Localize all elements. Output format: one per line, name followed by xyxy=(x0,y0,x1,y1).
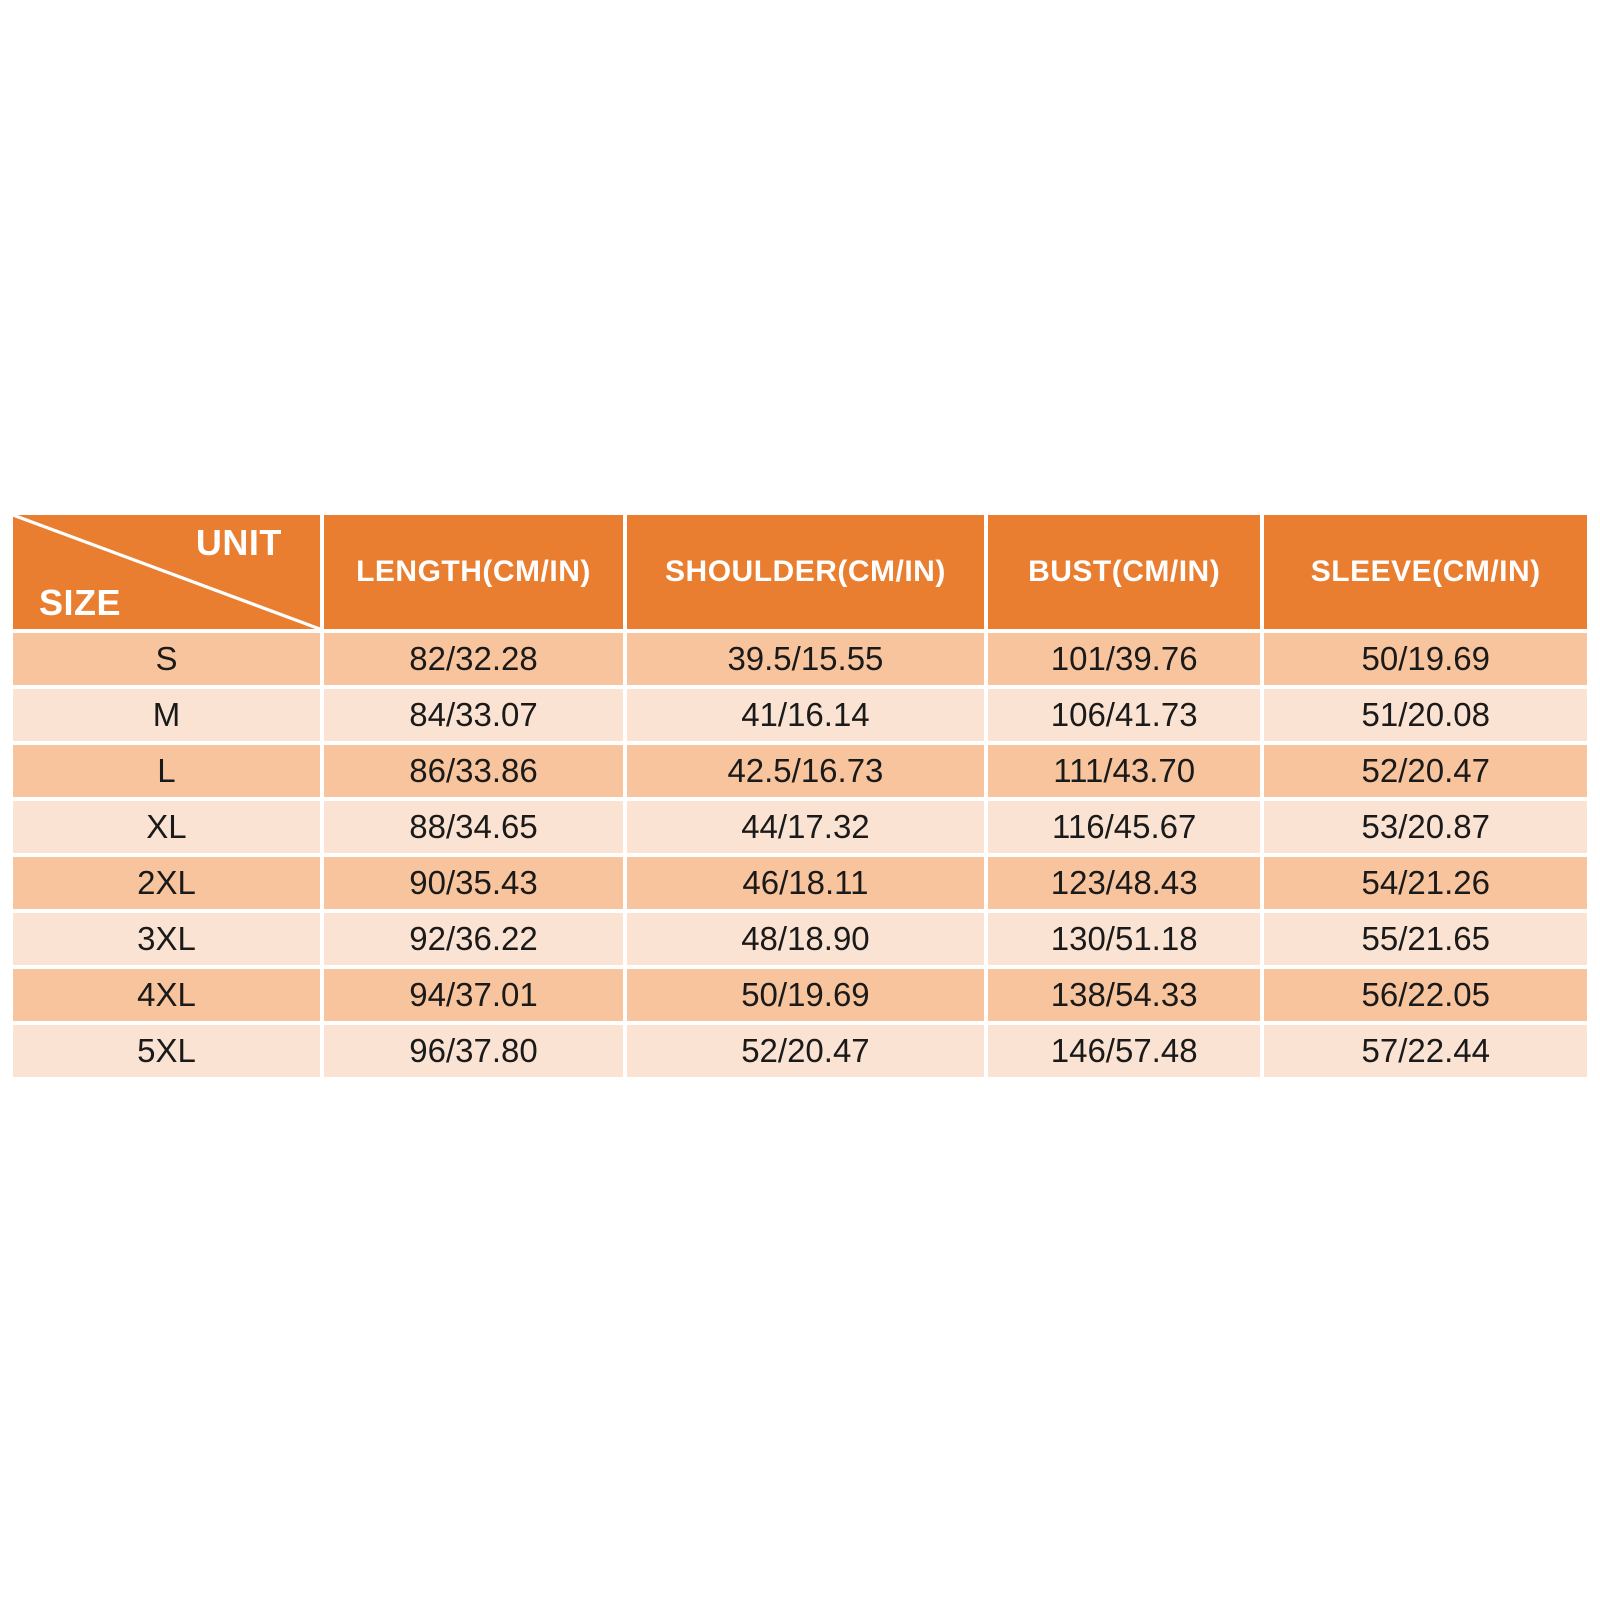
bust-cell: 111/43.70 xyxy=(988,745,1261,797)
table-row xyxy=(13,633,1587,685)
length-cell: 82/32.28 xyxy=(324,633,623,685)
shoulder-cell: 50/19.69 xyxy=(627,969,984,1021)
shoulder-cell: 44/17.32 xyxy=(627,801,984,853)
length-cell: 90/35.43 xyxy=(324,857,623,909)
size-chart-table xyxy=(9,511,1591,1081)
size-cell: 4XL xyxy=(13,969,320,1021)
size-cell: 5XL xyxy=(13,1025,320,1077)
bust-cell: 138/54.33 xyxy=(988,969,1261,1021)
length-cell: 88/34.65 xyxy=(324,801,623,853)
shoulder-cell: 52/20.47 xyxy=(627,1025,984,1077)
shoulder-cell: 46/18.11 xyxy=(627,857,984,909)
size-cell: XL xyxy=(13,801,320,853)
bust-cell: 123/48.43 xyxy=(988,857,1261,909)
bust-cell: 130/51.18 xyxy=(988,913,1261,965)
sleeve-cell: 55/21.65 xyxy=(1264,913,1587,965)
sleeve-cell: 52/20.47 xyxy=(1264,745,1587,797)
length-cell: 92/36.22 xyxy=(324,913,623,965)
table-body xyxy=(13,633,1587,1077)
length-cell: 86/33.86 xyxy=(324,745,623,797)
table-row xyxy=(13,801,1587,853)
corner-size-label: SIZE xyxy=(39,582,122,624)
table-row xyxy=(13,913,1587,965)
corner-unit-label: UNIT xyxy=(195,522,282,563)
size-cell: L xyxy=(13,745,320,797)
bust-cell: 116/45.67 xyxy=(988,801,1261,853)
size-cell: M xyxy=(13,689,320,741)
shoulder-cell: 48/18.90 xyxy=(627,913,984,965)
size-cell: 3XL xyxy=(13,913,320,965)
sleeve-cell: 51/20.08 xyxy=(1264,689,1587,741)
sleeve-cell: 56/22.05 xyxy=(1264,969,1587,1021)
column-header-length: LENGTH(CM/IN) xyxy=(324,515,623,629)
sleeve-cell: 54/21.26 xyxy=(1264,857,1587,909)
table-row xyxy=(13,857,1587,909)
size-cell: S xyxy=(13,633,320,685)
table-row xyxy=(13,745,1587,797)
bust-cell: 101/39.76 xyxy=(988,633,1261,685)
sleeve-cell: 57/22.44 xyxy=(1264,1025,1587,1077)
length-cell: 94/37.01 xyxy=(324,969,623,1021)
length-cell: 84/33.07 xyxy=(324,689,623,741)
table-header xyxy=(13,515,1587,629)
table-row xyxy=(13,1025,1587,1077)
header-row xyxy=(13,515,1587,629)
corner-header-cell xyxy=(13,515,320,629)
column-header-sleeve: SLEEVE(CM/IN) xyxy=(1264,515,1587,629)
size-cell: 2XL xyxy=(13,857,320,909)
shoulder-cell: 42.5/16.73 xyxy=(627,745,984,797)
bust-cell: 106/41.73 xyxy=(988,689,1261,741)
length-cell: 96/37.80 xyxy=(324,1025,623,1077)
table-row xyxy=(13,969,1587,1021)
sleeve-cell: 53/20.87 xyxy=(1264,801,1587,853)
bust-cell: 146/57.48 xyxy=(988,1025,1261,1077)
sleeve-cell: 50/19.69 xyxy=(1264,633,1587,685)
table-row xyxy=(13,689,1587,741)
shoulder-cell: 41/16.14 xyxy=(627,689,984,741)
shoulder-cell: 39.5/15.55 xyxy=(627,633,984,685)
column-header-shoulder: SHOULDER(CM/IN) xyxy=(627,515,984,629)
column-header-bust: BUST(CM/IN) xyxy=(988,515,1261,629)
